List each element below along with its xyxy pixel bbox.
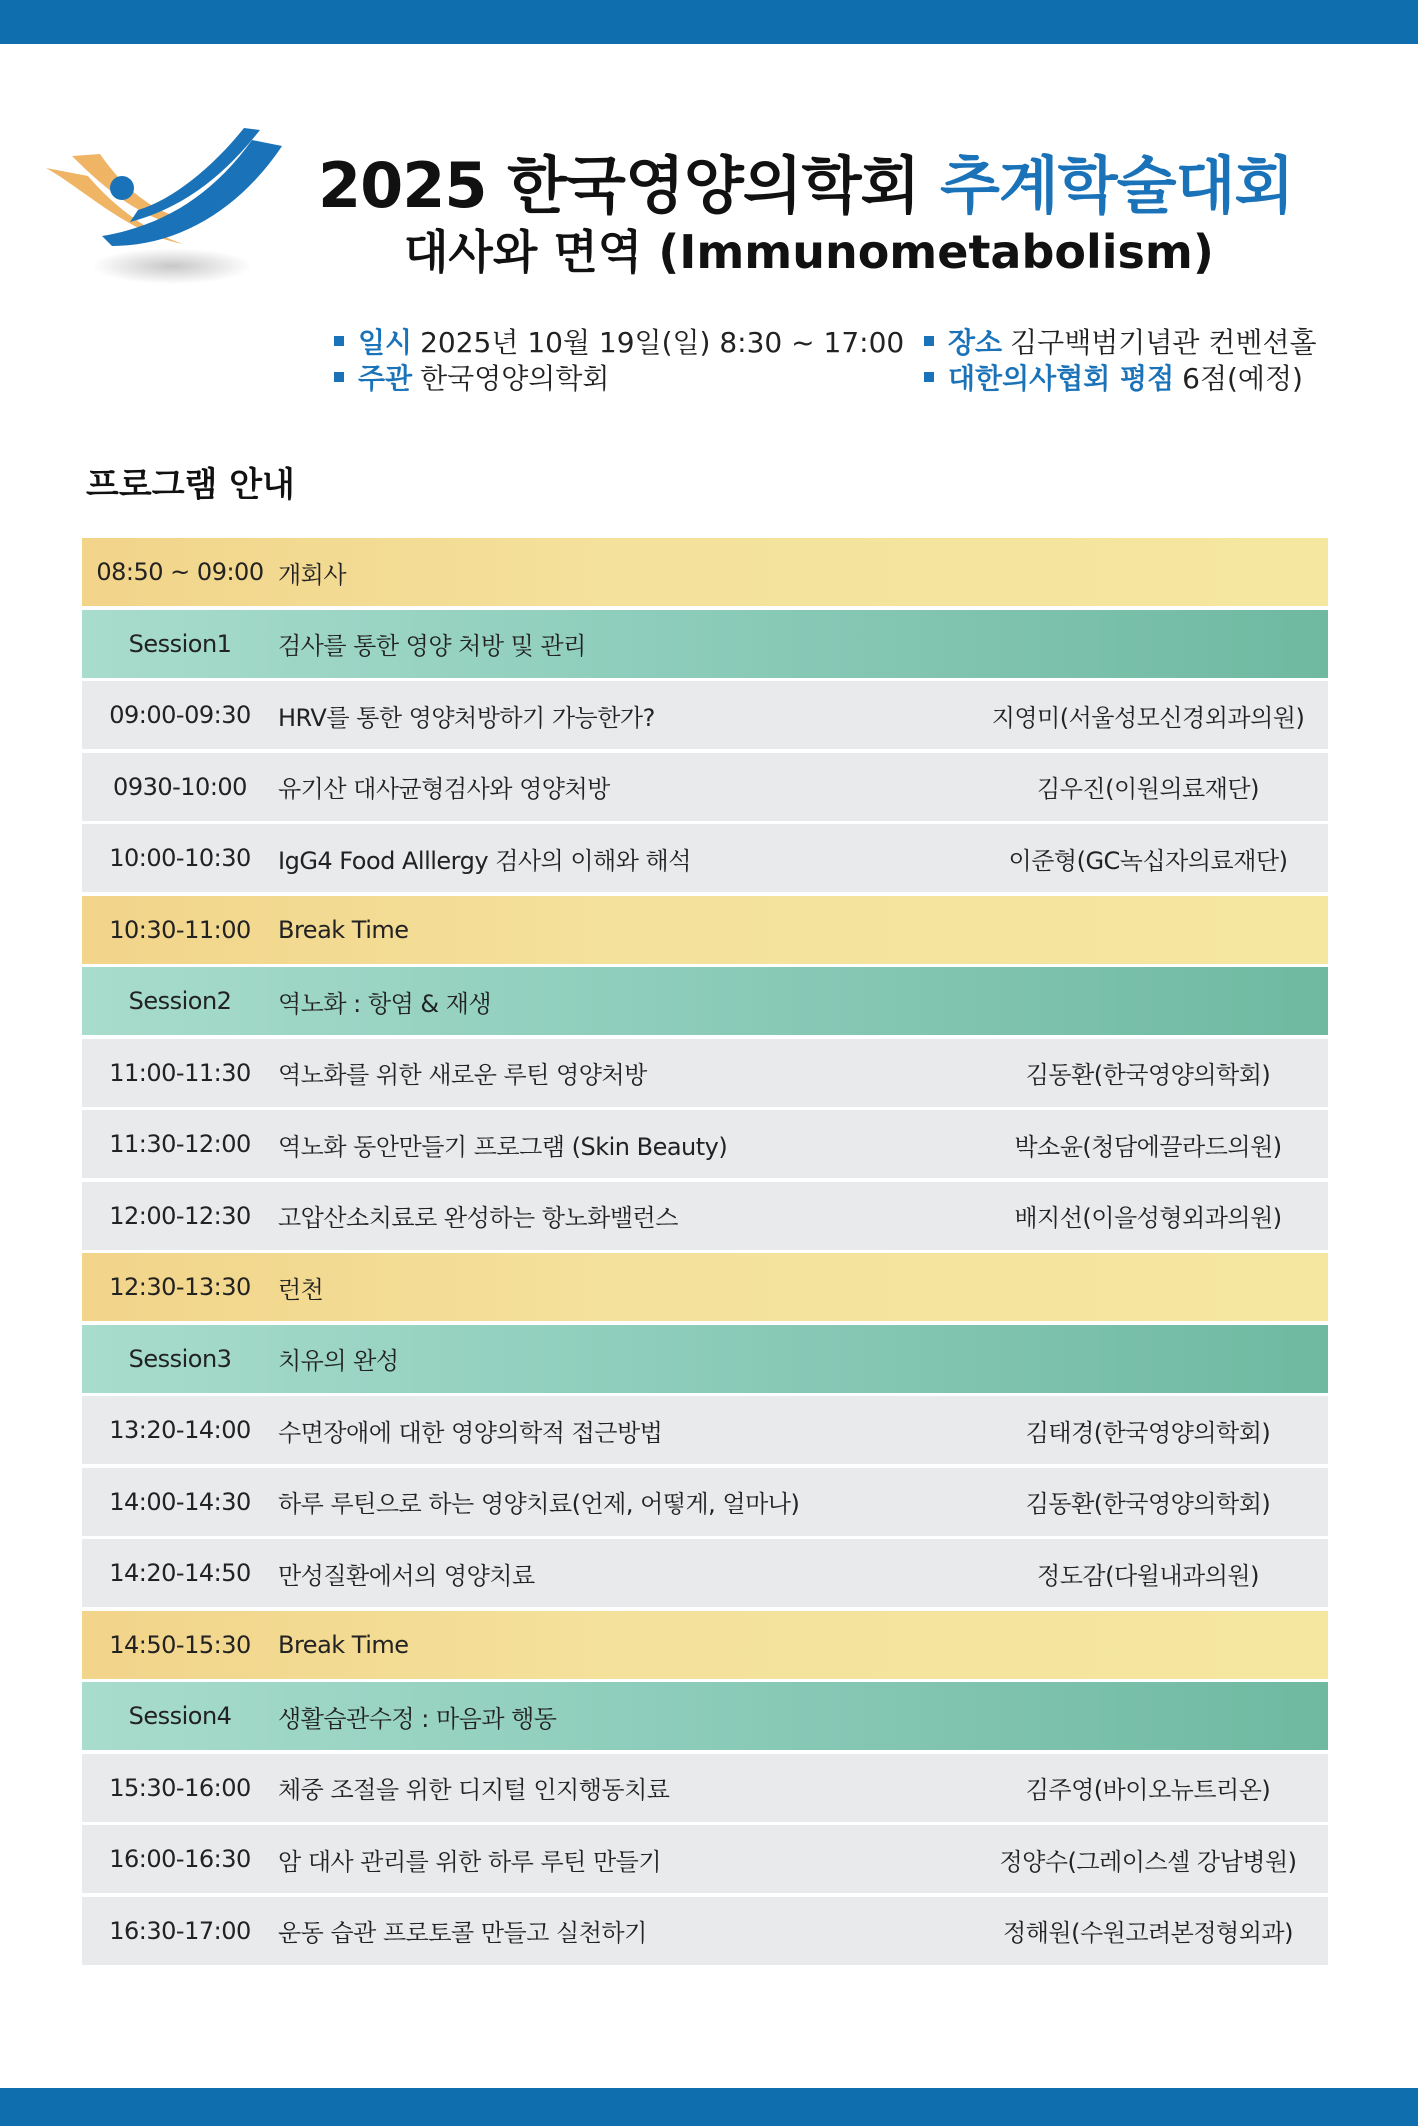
session-header-row [82,1682,1328,1750]
session-title: 생활습관수정 : 마음과 행동 [278,1704,557,1733]
date-value: 2025년 10월 19일(일) 8:30 ~ 17:00 [420,326,905,359]
date-label: 일시 [358,326,413,359]
session-label: Session1 [128,629,232,658]
topic-cell: 런천 [278,1275,324,1304]
topic-cell: 하루 루틴으로 하는 영양치료(언제, 어떻게, 얼마나) [278,1490,800,1518]
topic-cell: 만성질환에서의 영양치료 [278,1561,535,1590]
time-cell: 10:30-11:00 [109,915,251,944]
time-cell: 10:00-10:30 [109,844,251,872]
topic-cell: Break Time [278,1630,409,1659]
speaker-cell: 정양수(그레이스셀 강남병원) [999,1847,1297,1876]
speaker-cell: 정해원(수원고려본정형외과) [1003,1919,1293,1947]
info-date [334,324,904,362]
table-row [82,824,1328,892]
topic-cell: 개회사 [278,560,347,589]
table-row [82,1825,1328,1893]
society-logo-icon [42,126,304,296]
bullet-square-icon [924,372,934,382]
program-schedule-table [82,538,1328,1968]
speaker-cell: 정도감(다윌내과의원) [1037,1561,1259,1590]
table-row [82,1396,1328,1464]
topic-cell: 역노화를 위한 새로운 루틴 영양처방 [278,1061,647,1089]
break-row [82,1611,1328,1679]
time-cell: 08:50 ~ 09:00 [96,558,264,586]
session-header-row [82,610,1328,678]
program-heading: 프로그램 안내 [86,465,295,505]
info-host [334,360,609,398]
speaker-cell: 배지선(이을성형외과의원) [1014,1204,1282,1232]
credit-value: 6점(예정) [1182,362,1303,395]
table-row [82,1897,1328,1965]
venue-value: 김구백범기념관 컨벤션홀 [1010,326,1317,359]
time-cell: 14:20-14:50 [109,1559,251,1587]
title-event: 추계학술대회 [940,149,1294,222]
speaker-cell: 김동환(한국영양의학회) [1025,1490,1271,1518]
table-row [82,1110,1328,1178]
time-cell: 11:30-12:00 [109,1130,251,1158]
topic-cell: HRV를 통한 영양처방하기 가능한가? [278,703,655,732]
bullet-square-icon [334,372,344,382]
info-venue [924,324,1317,362]
speaker-cell: 지영미(서울성모신경외과의원) [991,703,1305,732]
topic-cell: 역노화 동안만들기 프로그램 (Skin Beauty) [278,1132,728,1161]
topic-cell: 체중 조절을 위한 디지털 인지행동치료 [278,1776,670,1804]
event-subtitle: 대사와 면역 (Immunometabolism) [404,225,1214,279]
table-row [82,1039,1328,1107]
table-row [82,681,1328,749]
info-credit [924,360,1303,398]
top-banner-bar [0,0,1418,44]
time-cell: 14:50-15:30 [109,1630,251,1659]
break-row [82,896,1328,964]
bullet-square-icon [334,336,344,346]
time-cell: 13:20-14:00 [109,1416,251,1444]
venue-label: 장소 [948,326,1003,359]
session-title: 역노화 : 항염 & 재생 [278,989,492,1018]
speaker-cell: 김동환(한국영양의학회) [1025,1061,1271,1089]
host-label: 주관 [358,362,413,395]
session-label: Session3 [128,1344,232,1373]
time-cell: 14:00-14:30 [109,1487,251,1516]
speaker-cell: 이준형(GC녹십자의료재단) [1008,846,1288,875]
time-cell: 16:30-17:00 [109,1916,251,1945]
title-year: 2025 [318,149,487,222]
title-org: 한국영양의학회 [507,149,920,222]
speaker-cell: 김우진(이원의료재단) [1037,775,1259,803]
topic-cell: Break Time [278,915,409,944]
session-header-row [82,1325,1328,1393]
time-cell: 11:00-11:30 [109,1058,251,1087]
speaker-cell: 김태경(한국영양의학회) [1025,1418,1271,1447]
topic-cell: 수면장애에 대한 영양의학적 접근방법 [278,1418,663,1447]
event-title [318,148,1378,224]
bullet-square-icon [924,336,934,346]
topic-cell: 암 대사 관리를 위한 하루 루틴 만들기 [278,1847,662,1876]
break-row [82,1253,1328,1321]
credit-label: 대한의사협회 평점 [948,362,1175,395]
time-cell: 09:00-09:30 [109,701,251,729]
session-title: 치유의 완성 [278,1347,399,1375]
time-cell: 16:00-16:30 [109,1845,251,1873]
speaker-cell: 김주영(바이오뉴트리온) [1025,1776,1271,1804]
topic-cell: 운동 습관 프로토콜 만들고 실천하기 [278,1919,647,1947]
time-cell: 0930-10:00 [113,772,247,801]
bottom-banner-bar [0,2088,1418,2126]
table-row [82,753,1328,821]
host-value: 한국영양의학회 [420,362,610,395]
session-header-row [82,967,1328,1035]
break-row [82,538,1328,606]
topic-cell: 고압산소치료로 완성하는 항노화밸런스 [278,1204,678,1232]
table-row [82,1182,1328,1250]
session-title: 검사를 통한 영양 처방 및 관리 [278,632,586,660]
speaker-cell: 박소윤(청담에끌라드의원) [1014,1132,1282,1161]
table-row [82,1754,1328,1822]
time-cell: 15:30-16:00 [109,1773,251,1802]
topic-cell: IgG4 Food Alllergy 검사의 이해와 해석 [278,846,691,875]
table-row [82,1539,1328,1607]
time-cell: 12:00-12:30 [109,1201,251,1230]
topic-cell: 유기산 대사균형검사와 영양처방 [278,775,610,803]
session-label: Session4 [128,1702,232,1730]
time-cell: 12:30-13:30 [109,1273,251,1301]
session-label: Session2 [128,987,232,1015]
table-row [82,1468,1328,1536]
